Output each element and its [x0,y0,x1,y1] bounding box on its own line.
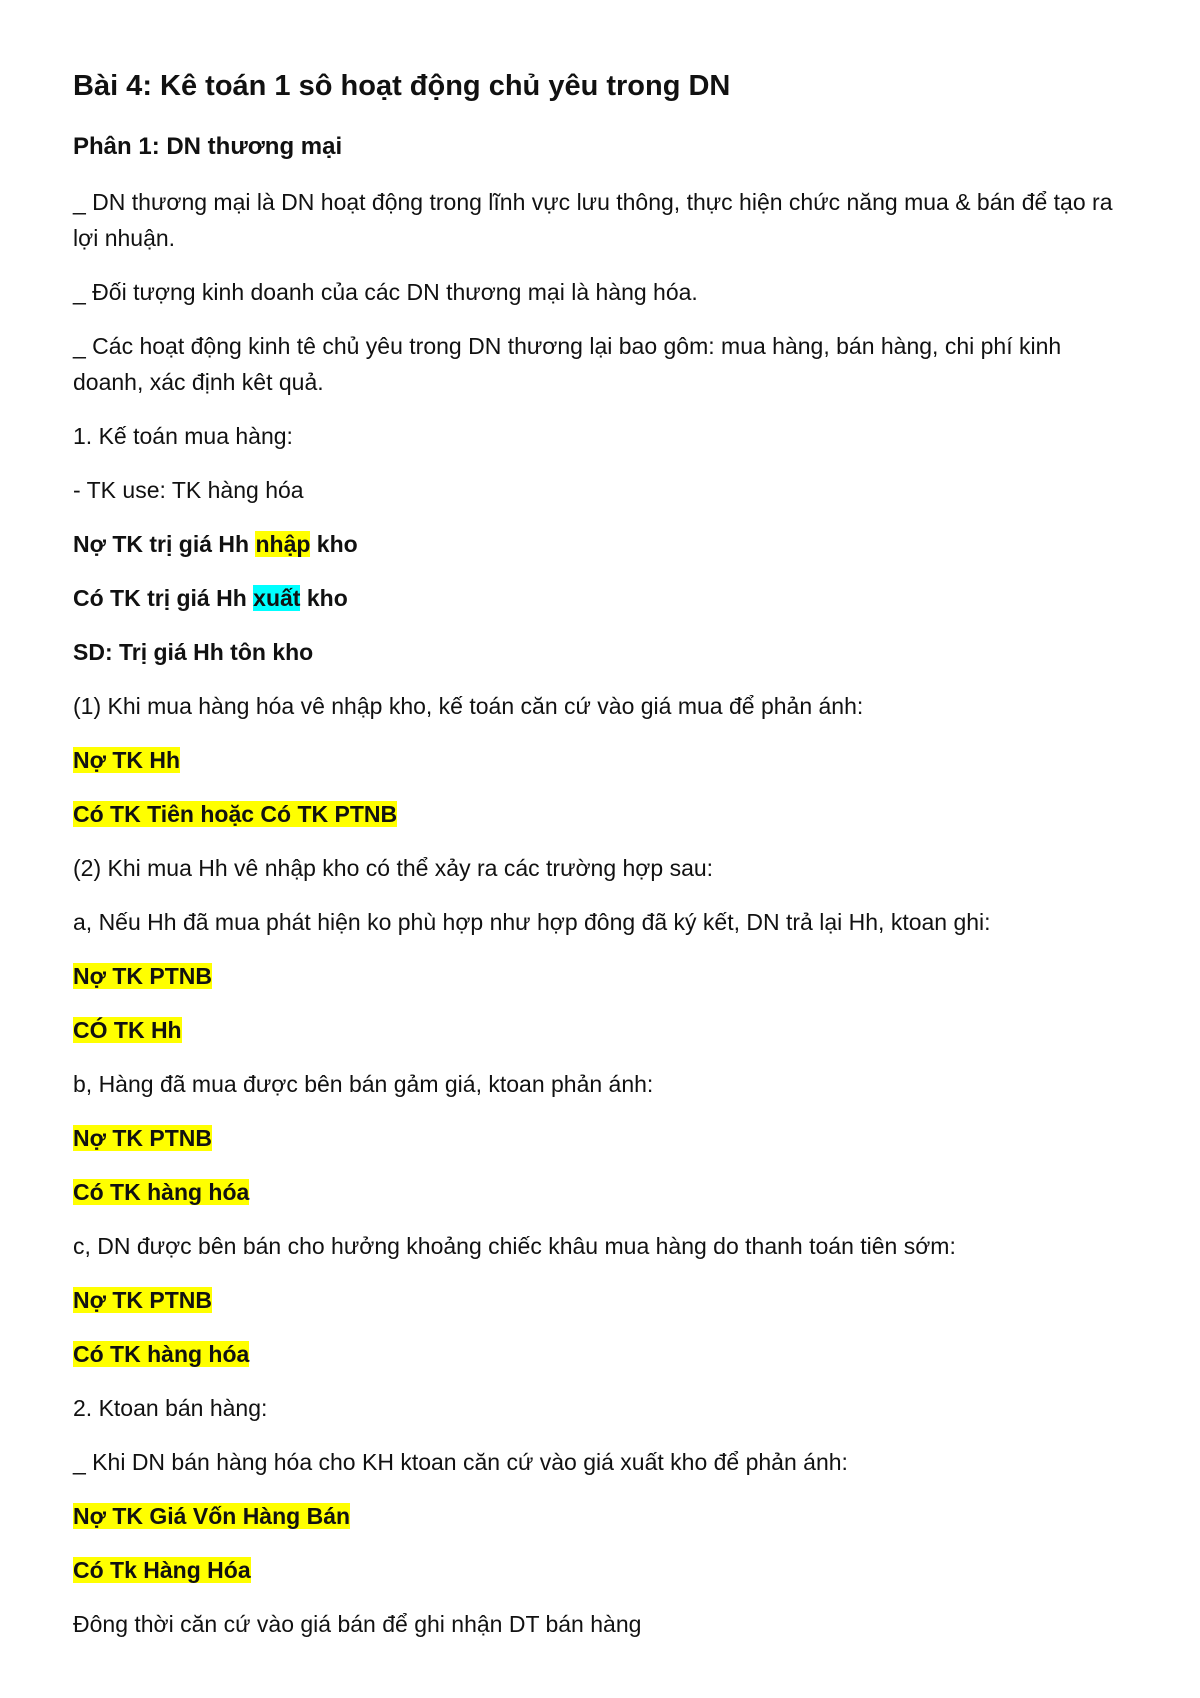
entry-4-credit-text: Có TK hàng hóa [73,1341,250,1367]
entry-3-credit [73,1174,1128,1210]
closing-paragraph: Đông thời căn cứ vào giá bán để ghi nhận DT bán hàng [73,1611,642,1637]
entry-2-debit [73,958,1128,994]
balance-rule-line: SD: Trị giá Hh tôn kho [73,639,314,665]
case-2b: b, Hàng đã mua được bên bán gảm giá, ktoan phản ánh: [73,1071,654,1097]
debit-rule-text: Nợ TK trị giá Hh [73,531,256,557]
entry-5-debit [73,1498,1128,1534]
debit-rule-line [73,526,1128,562]
entry-3-debit [73,1120,1128,1156]
entry-5-credit [73,1552,1128,1588]
sale-paragraph: _ Khi DN bán hàng hóa cho KH ktoan căn cứ vào giá xuất kho để phản ánh: [73,1449,848,1475]
credit-rule-tail: kho [300,585,348,611]
paragraph-activities: _ Các hoạt động kinh tê chủ yêu trong DN thương lại bao gôm: mua hàng, bán hàng, chi phí kinh doanh, xác định kêt quả. [73,333,1062,395]
debit-rule-tail: kho [310,531,358,557]
entry-5-debit-text: Nợ TK Giá Vốn Hàng Bán [73,1503,351,1529]
paragraph-object: _ Đối tượng kinh doanh của các DN thương mại là hàng hóa. [73,279,698,305]
entry-1-credit [73,796,1128,832]
case-1: (1) Khi mua hàng hóa vê nhập kho, kế toán căn cứ vào giá mua để phản ánh: [73,693,864,719]
entry-4-debit [73,1282,1128,1318]
entry-2-debit-text: Nợ TK PTNB [73,963,213,989]
entry-5-credit-text: Có Tk Hàng Hóa [73,1557,251,1583]
entry-1-debit [73,742,1128,778]
item-purchasing-heading: 1. Kế toán mua hàng: [73,423,293,449]
case-2c: c, DN được bên bán cho hưởng khoảng chiếc khâu mua hàng do thanh toán tiên sớm: [73,1233,956,1259]
entry-1-debit-text: Nợ TK Hh [73,747,181,773]
entry-3-debit-text: Nợ TK PTNB [73,1125,213,1151]
case-2a: a, Nếu Hh đã mua phát hiện ko phù hợp như hợp đông đã ký kết, DN trả lại Hh, ktoan ghi: [73,909,991,935]
item-sales-heading: 2. Ktoan bán hàng: [73,1395,268,1421]
credit-rule-line [73,580,1128,616]
case-2: (2) Khi mua Hh vê nhập kho có thể xảy ra các trường hợp sau: [73,855,714,881]
tk-use-line: - TK use: TK hàng hóa [73,477,304,503]
credit-rule-text: Có TK trị giá Hh [73,585,254,611]
document-title: Bài 4: Kê toán 1 sô hoạt động chủ yêu trong DN [73,70,731,102]
entry-4-debit-text: Nợ TK PTNB [73,1287,213,1313]
entry-2-credit [73,1012,1128,1048]
highlight-nhap: nhập [255,531,311,557]
paragraph-definition: _ DN thương mại là DN hoạt động trong lĩnh vực lưu thông, thực hiện chức năng mua & bán để tạo ra lợi nhuận. [73,189,1113,251]
entry-3-credit-text: Có TK hàng hóa [73,1179,250,1205]
section-heading: Phân 1: DN thương mại [73,133,343,160]
entry-4-credit [73,1336,1128,1372]
entry-1-credit-text: Có TK Tiên hoặc Có TK PTNB [73,801,398,827]
entry-2-credit-text: CÓ TK Hh [73,1017,182,1043]
highlight-xuat: xuất [253,585,301,611]
